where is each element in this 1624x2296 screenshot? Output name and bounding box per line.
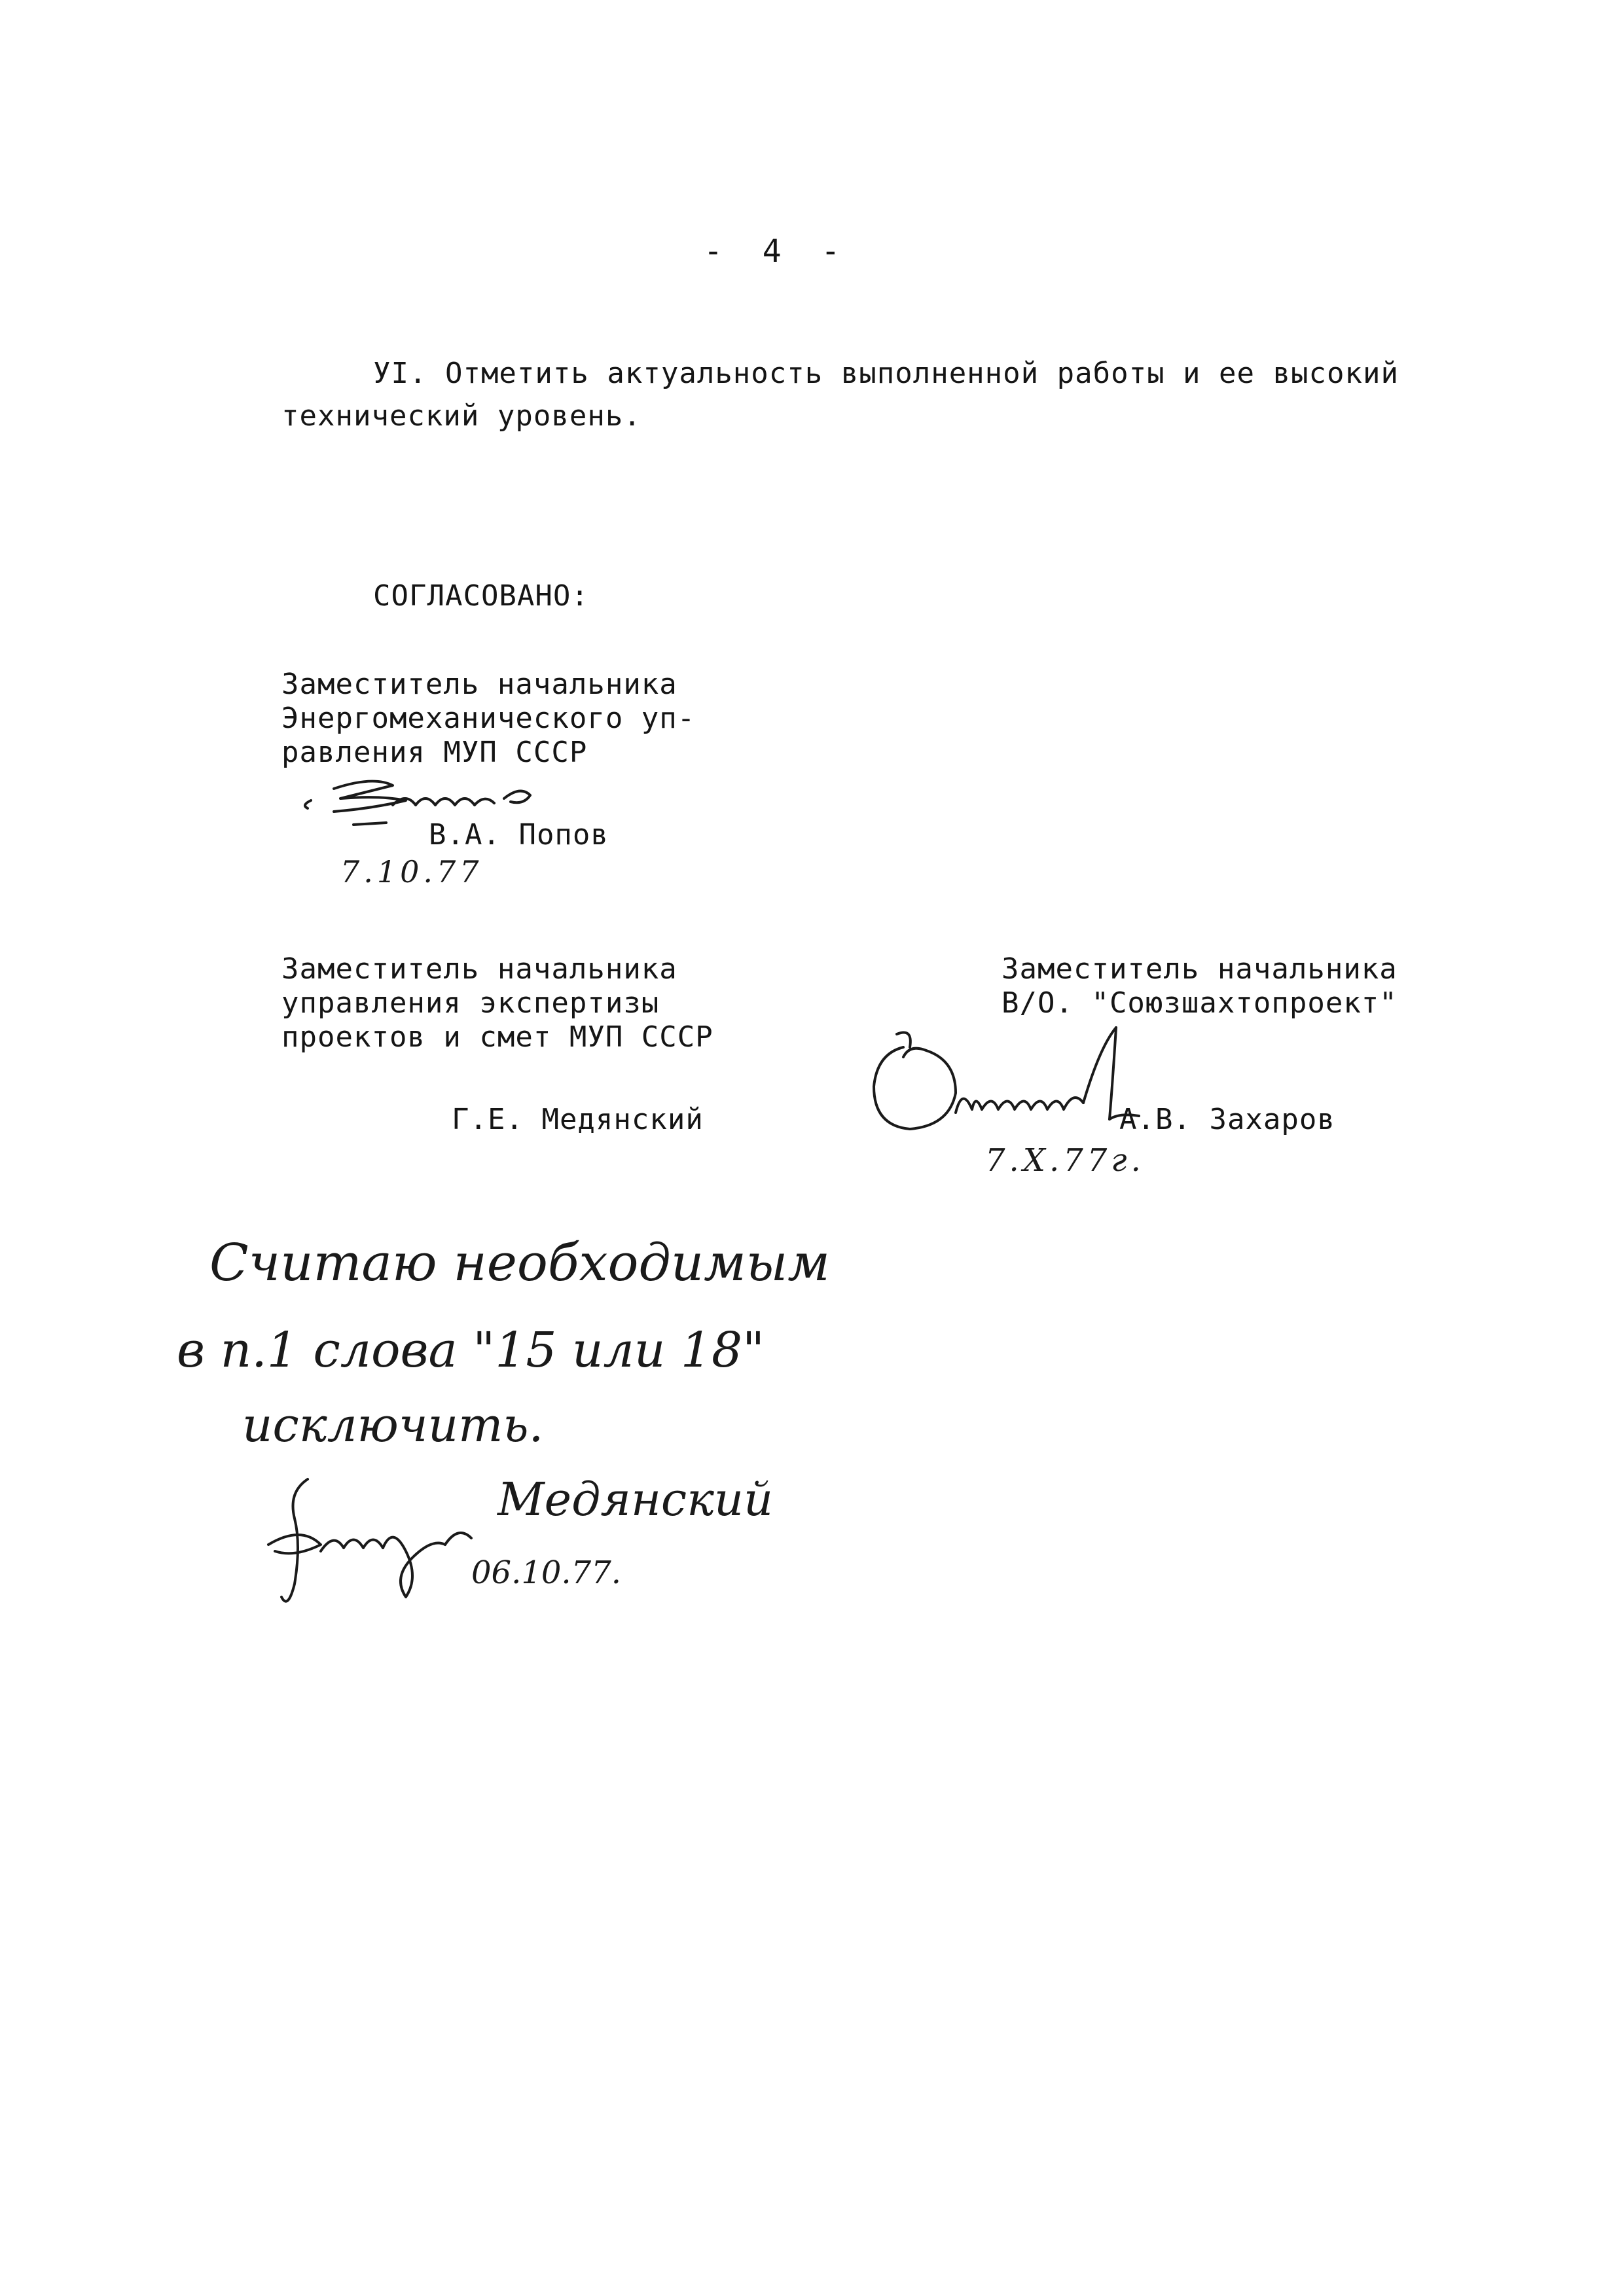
signatory-zakharov <box>1001 952 1398 1020</box>
zakharov-date: 7.X.77г. <box>985 1142 1145 1179</box>
medyansky-title-line-3: проектов и смет МУП СССР <box>281 1020 713 1054</box>
section-vi-line-2: технический уровень. <box>281 399 641 433</box>
zakharov-title-line-2: В/О. "Союзшахтопроект" <box>1001 986 1398 1020</box>
handwritten-date: 06.10.77. <box>471 1554 622 1591</box>
section-vi-line-1: УI. Отметить актуальность выполненной работы и ее высокий <box>373 357 1399 390</box>
medyansky-title-line-1: Заместитель начальника <box>281 952 677 986</box>
medyansky-title-line-2: управления экспертизы <box>281 986 660 1020</box>
popov-name: В.А. Попов <box>429 818 609 852</box>
handwritten-signature-icon <box>249 1466 497 1617</box>
zakharov-title-line-1: Заместитель начальника <box>1001 952 1398 986</box>
popov-title-line-1: Заместитель начальника <box>281 668 677 701</box>
handwritten-note-line-2: в п.1 слова "15 или 18" <box>177 1322 765 1378</box>
popov-title-line-2: Энергомеханического уп- <box>281 702 696 735</box>
zakharov-name: А.В. Захаров <box>1119 1103 1335 1136</box>
signatory-popov <box>281 668 695 770</box>
handwritten-note-line-1: Считаю необходимым <box>209 1234 830 1293</box>
handwritten-note-line-3: исключить. <box>242 1397 544 1452</box>
popov-title-line-3: равления МУП СССР <box>281 736 588 769</box>
medyansky-name: Г.Е. Медянский <box>452 1103 704 1136</box>
page-number: - 4 - <box>704 233 841 270</box>
handwritten-signature-name: Медянский <box>497 1473 774 1526</box>
signatory-medyansky <box>281 952 713 1054</box>
approved-heading: СОГЛАСОВАНО: <box>373 579 589 613</box>
popov-date: 7.10.77 <box>340 854 483 889</box>
